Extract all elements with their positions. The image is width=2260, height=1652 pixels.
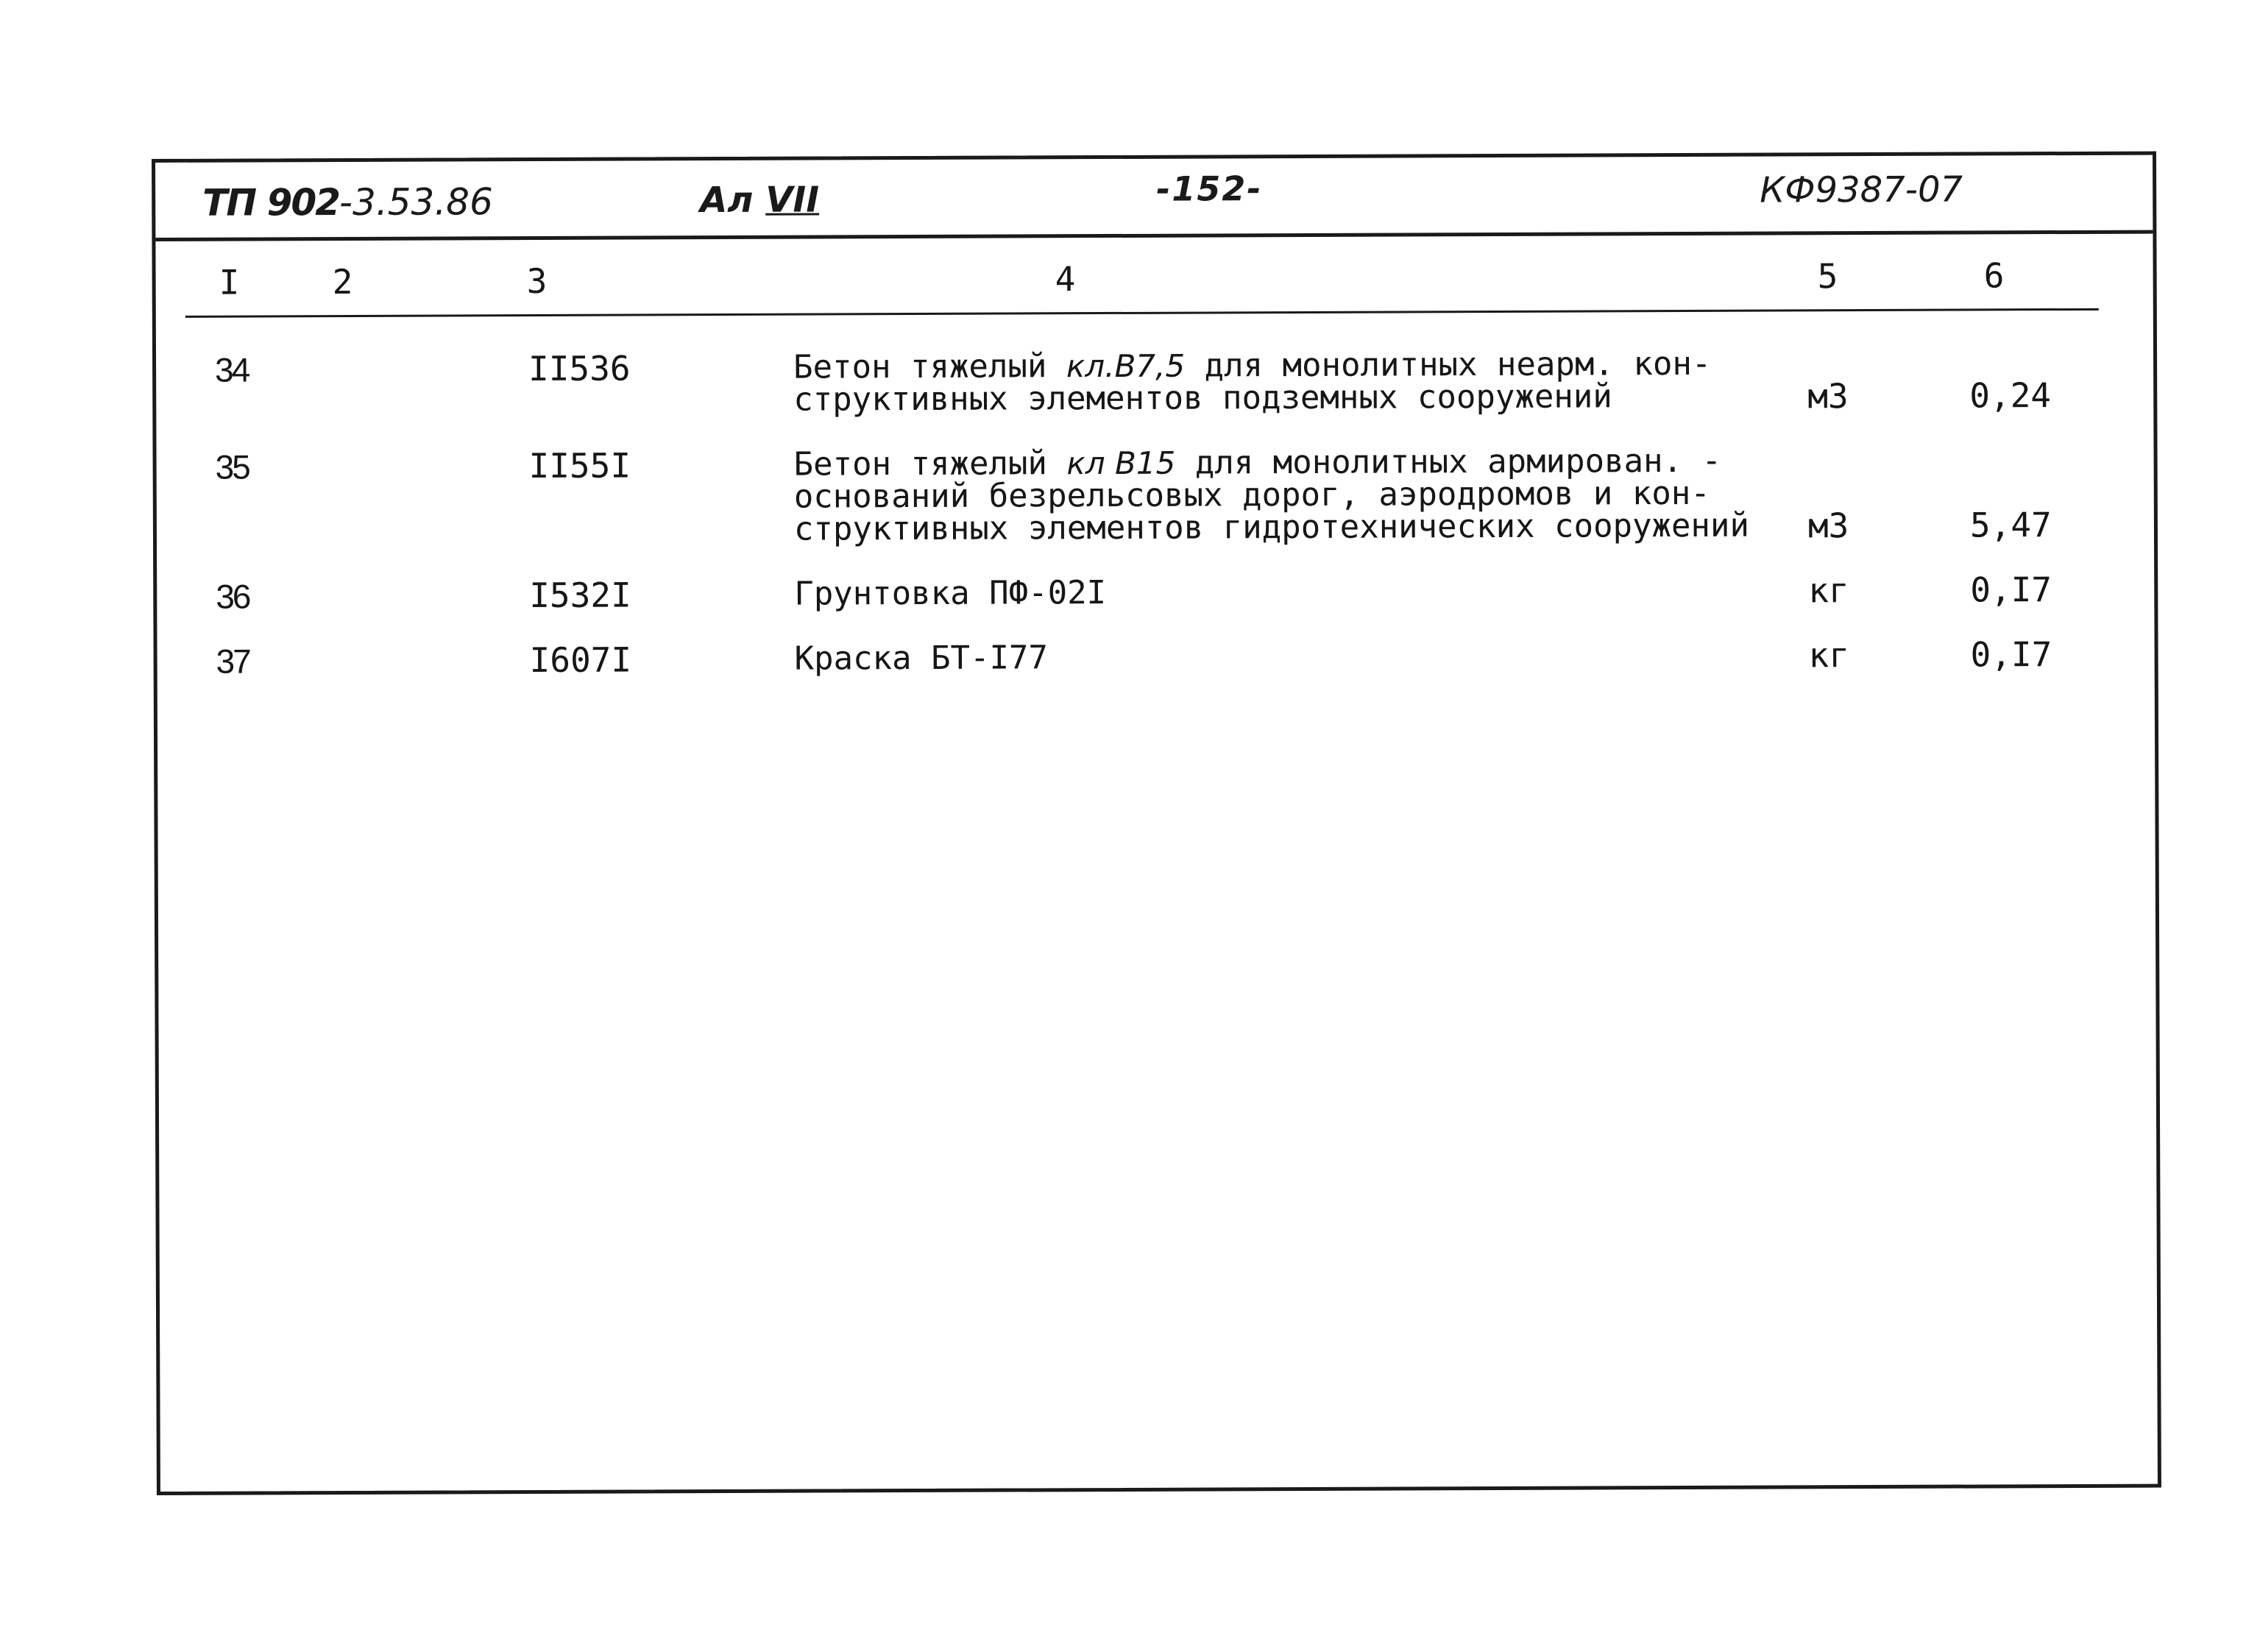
header-divider bbox=[155, 230, 2153, 241]
column-number-1: I bbox=[219, 262, 240, 302]
row-34-desc-text-a: Бетон тяжелый bbox=[793, 347, 1067, 386]
row-34-description bbox=[793, 344, 1712, 419]
row-35-desc-text-a: Бетон тяжелый bbox=[793, 444, 1067, 483]
column-number-6: 6 bbox=[1983, 255, 2005, 296]
row-34-code: II536 bbox=[528, 348, 631, 389]
row-34-number: 34 bbox=[215, 350, 249, 389]
row-34-concrete-grade: кл.В7,5 bbox=[1066, 347, 1186, 385]
column-number-2: 2 bbox=[332, 261, 353, 302]
row-37-number: 37 bbox=[216, 642, 249, 681]
row-34-description-line-2: структивных элементов подземных сооружений bbox=[793, 377, 1612, 419]
row-37-quantity: 0,I7 bbox=[1970, 634, 2052, 675]
row-36-number: 36 bbox=[216, 577, 249, 616]
row-35-number: 35 bbox=[215, 447, 249, 486]
row-37-unit: кг bbox=[1808, 635, 1850, 676]
document-code-suffix: -3.53.86 bbox=[339, 180, 493, 224]
album-label bbox=[700, 180, 819, 221]
row-35-code: II55I bbox=[528, 445, 631, 486]
row-35-unit: м3 bbox=[1807, 506, 1849, 546]
column-number-5: 5 bbox=[1817, 256, 1838, 297]
document-code-prefix: ТП 902 bbox=[202, 181, 340, 224]
column-header-divider bbox=[185, 308, 2099, 318]
row-36-quantity: 0,I7 bbox=[1970, 570, 2052, 610]
reference-code: КФ9387-07 bbox=[1760, 169, 1963, 211]
row-37-description: Краска БТ-I77 bbox=[794, 639, 1049, 678]
row-35-quantity: 5,47 bbox=[1969, 505, 2052, 545]
column-number-3: 3 bbox=[526, 260, 548, 302]
row-35-description bbox=[793, 442, 1750, 548]
row-36-unit: кг bbox=[1808, 570, 1849, 611]
row-36-code: I532I bbox=[529, 575, 631, 616]
album-roman: VII bbox=[765, 179, 820, 221]
row-34-quantity: 0,24 bbox=[1969, 375, 2052, 416]
row-36-description: Грунтовка ПФ-02I bbox=[794, 574, 1107, 613]
row-35-description-line-3: структивных элементов гидротехнических сооружений bbox=[793, 506, 1750, 548]
column-number-4: 4 bbox=[1055, 259, 1076, 299]
row-35-concrete-grade: кл В15 bbox=[1066, 444, 1176, 482]
row-35-description-line-2: оснований безрельсовых дорог, аэродромов и кон- bbox=[793, 474, 1710, 516]
document-frame bbox=[152, 152, 2161, 1495]
album-prefix: Ал bbox=[700, 179, 754, 221]
row-34-desc-text-b: для монолитных неарм. кон- bbox=[1185, 344, 1712, 385]
row-35-desc-text-b: для монолитных армирован. - bbox=[1175, 442, 1722, 482]
row-34-unit: м3 bbox=[1807, 376, 1849, 416]
document-code bbox=[202, 180, 493, 224]
row-37-code: I607I bbox=[529, 639, 632, 681]
page-number: -152- bbox=[1156, 169, 1263, 209]
